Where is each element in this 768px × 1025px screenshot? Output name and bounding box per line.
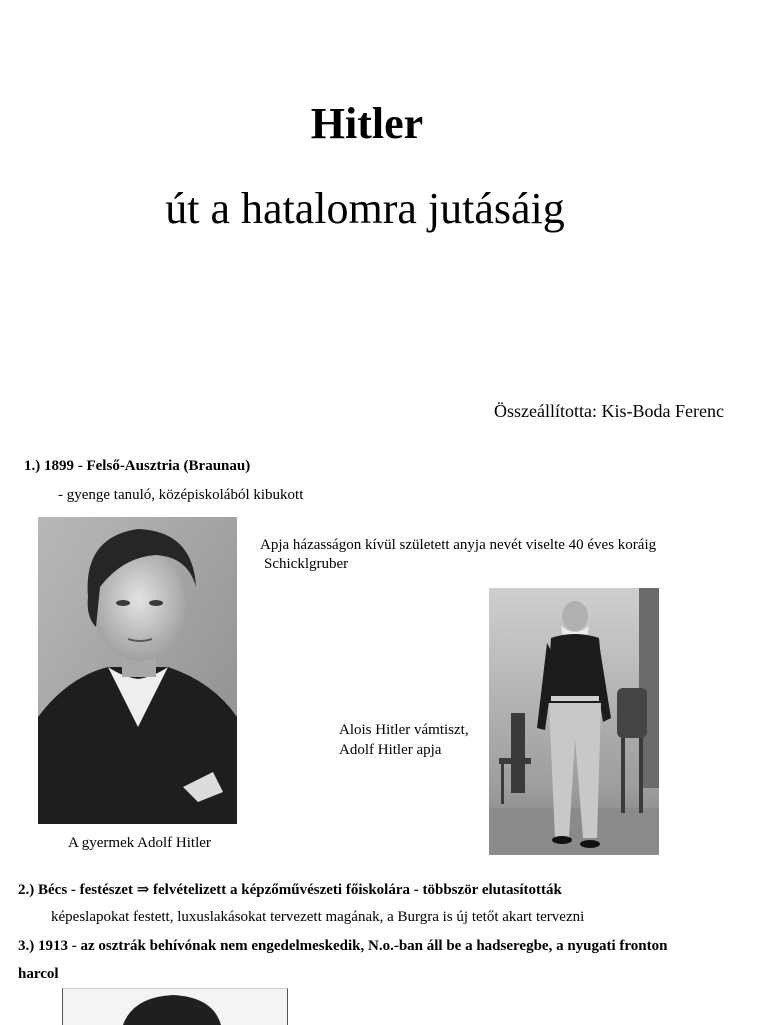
section-3-heading-line2: harcol <box>18 966 59 982</box>
section-3-heading-line1: 3.) 1913 - az osztrák behívónak nem engedelmeskedik, N.o.-ban áll be a hadseregbe, a nyugati fronton <box>18 938 668 954</box>
child-portrait-photo <box>38 517 237 824</box>
author-credit: Összeállította: Kis-Boda Ferenc <box>494 401 724 421</box>
father-photo-caption-line2: Adolf Hitler apja <box>339 742 442 758</box>
page-subtitle: út a hatalomra jutásáig <box>165 184 565 233</box>
soldier-portrait-photo <box>62 988 288 1025</box>
section-2-heading: 2.) Bécs - festészet ⇒ felvételizett a képzőművészeti főiskolára - többször elutasították <box>18 882 562 898</box>
father-portrait-photo <box>489 588 659 855</box>
father-note-line2: Schicklgruber <box>264 556 349 572</box>
page-title: Hitler <box>310 99 424 148</box>
section-1-heading: 1.) 1899 - Felső-Ausztria (Braunau) <box>24 458 251 474</box>
section-1-note: - gyenge tanuló, középiskolából kibukott <box>58 487 304 503</box>
father-note-line1: Apja házasságon kívül született anyja nevét viselte 40 éves koráig <box>260 537 657 553</box>
section-2-note: képeslapokat festett, luxuslakásokat tervezett magának, a Burgra is új tetőt akart tervezni <box>51 909 585 925</box>
father-photo-caption-line1: Alois Hitler vámtiszt, <box>339 722 469 738</box>
child-photo-caption: A gyermek Adolf Hitler <box>68 835 211 851</box>
